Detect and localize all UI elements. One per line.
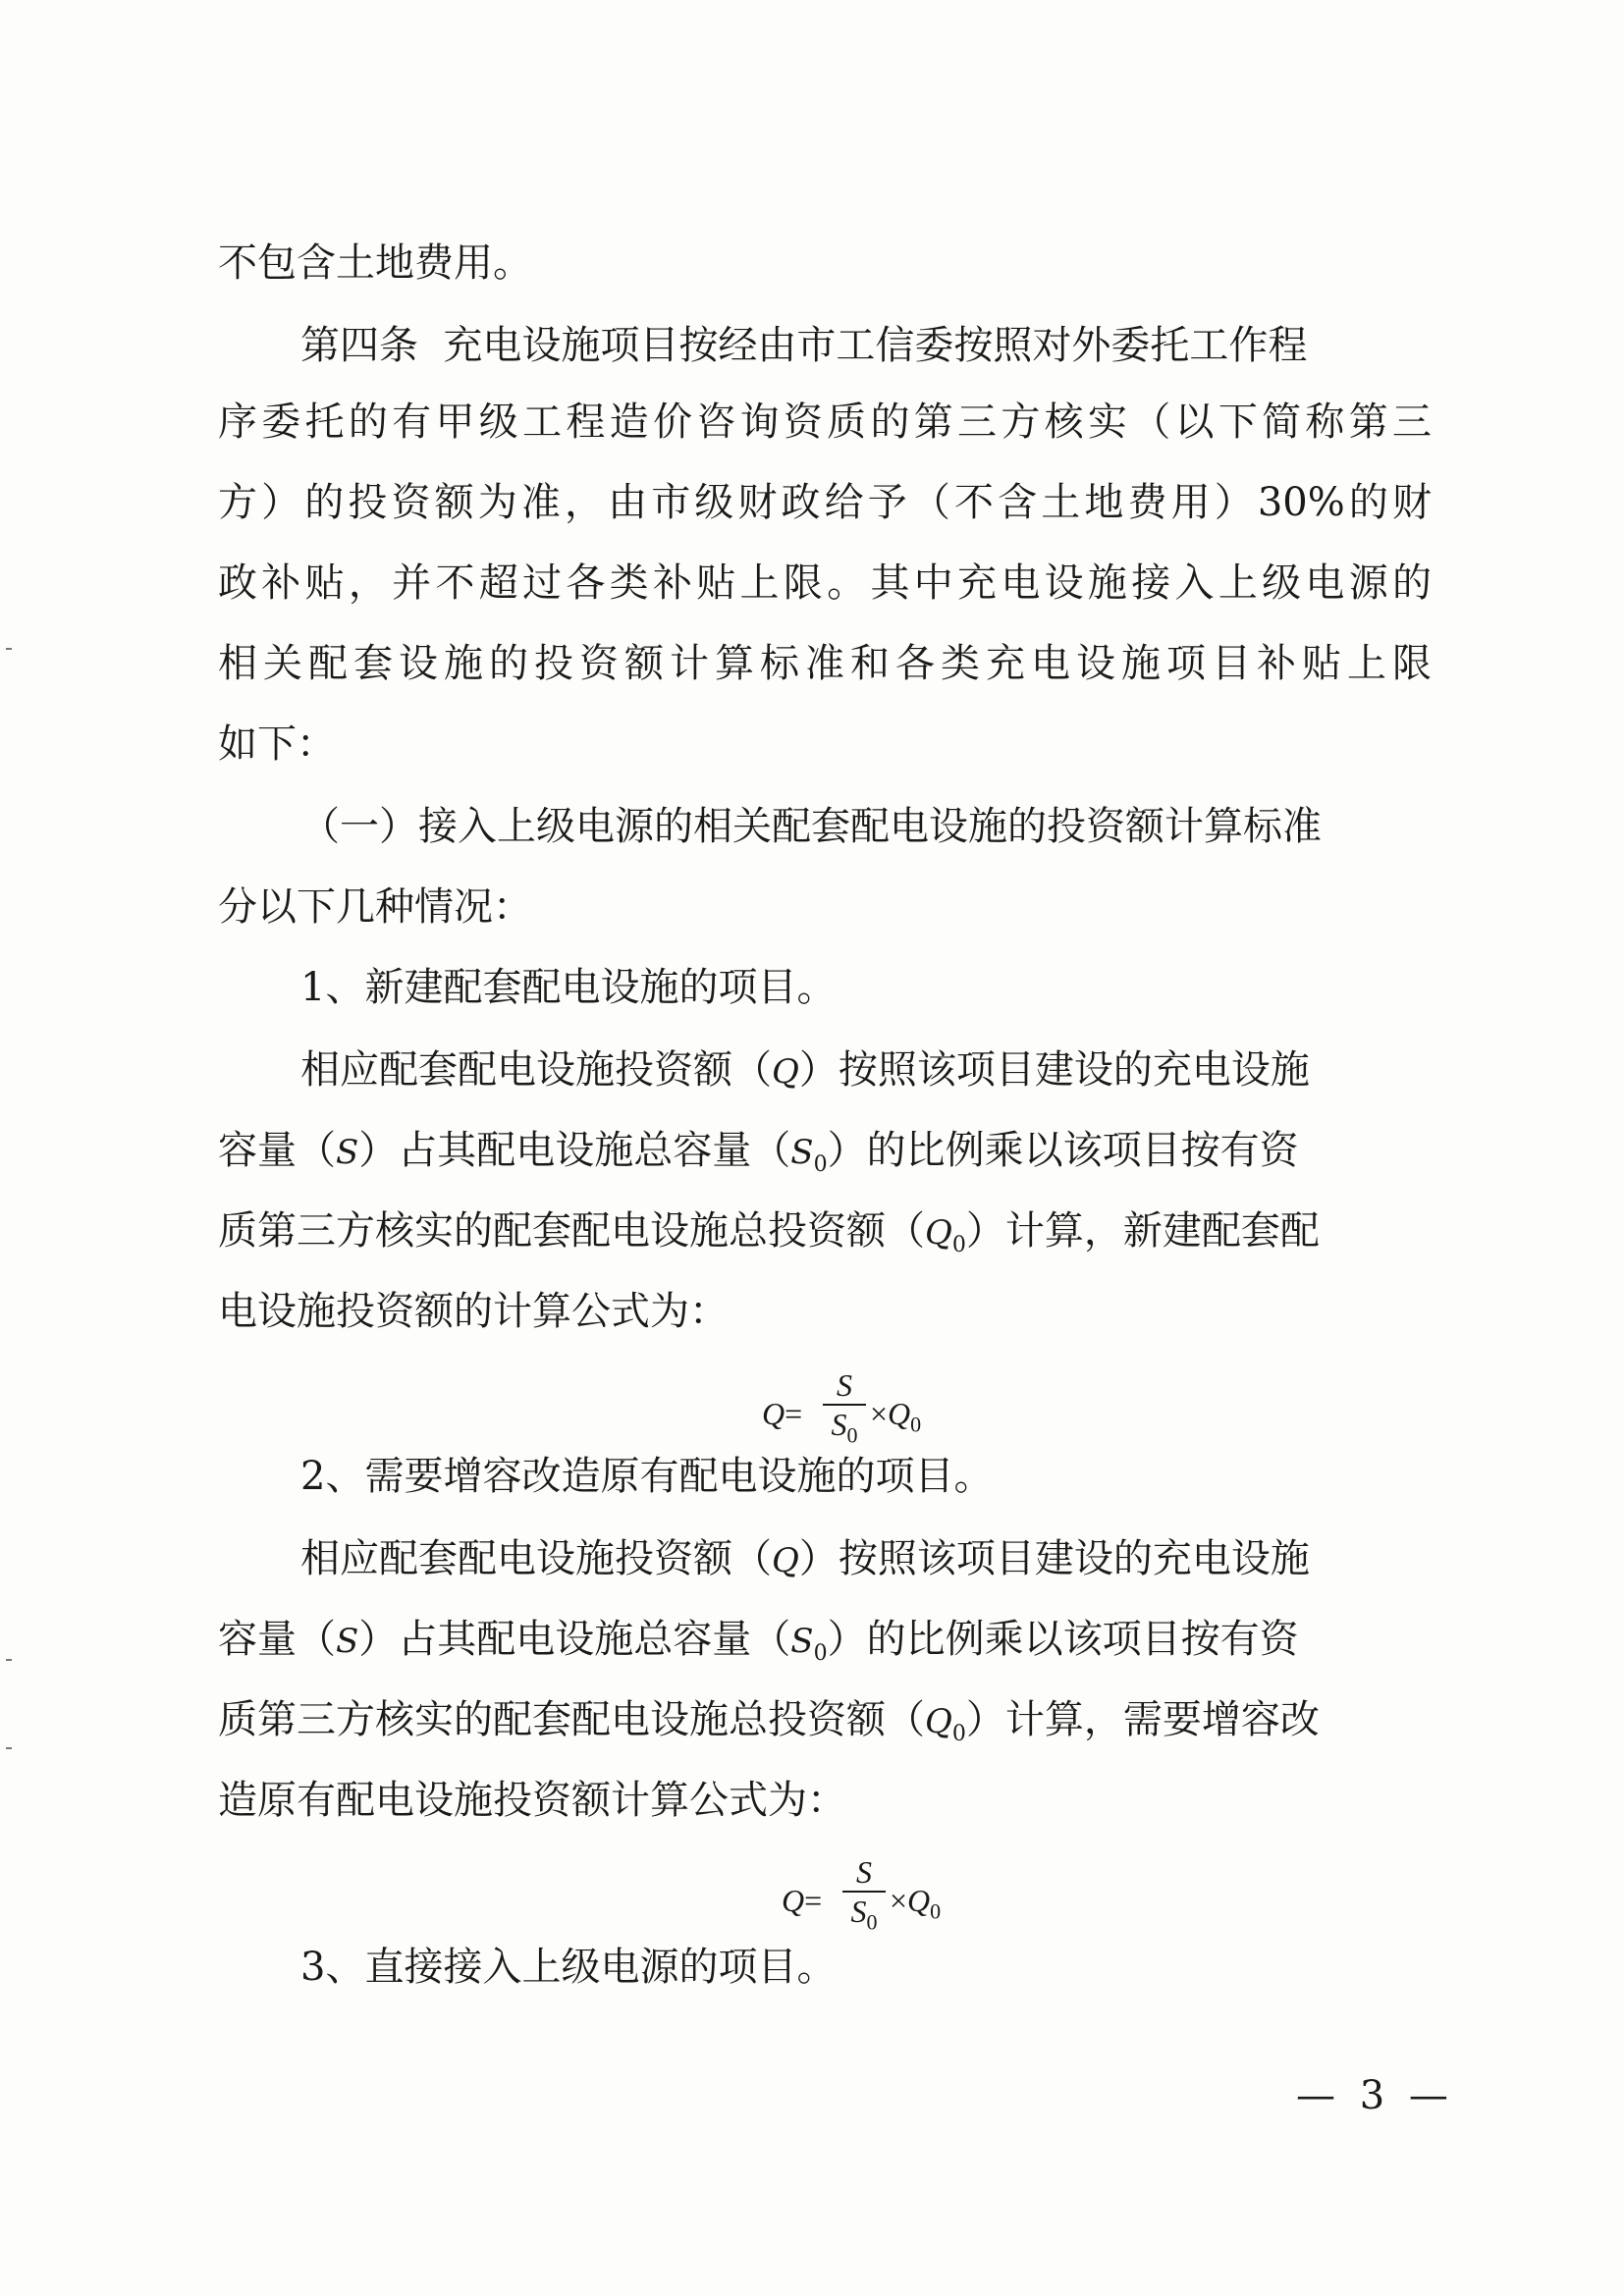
var-s0: $S_0$ bbox=[790, 1622, 828, 1666]
paragraph-line: 电设施投资额的计算公式为： bbox=[218, 1289, 729, 1334]
paragraph-line: 不包含土地费用。 bbox=[218, 240, 532, 286]
var-s: S bbox=[336, 1133, 359, 1172]
var-q: Q bbox=[772, 1052, 799, 1092]
var-s: S bbox=[336, 1622, 359, 1661]
paragraph-line: 方）的投资额为准，由市级财政给予（不含土地费用）30%的财 bbox=[218, 480, 1432, 525]
paragraph-line: 序委托的有甲级工程造价咨询资质的第三方核实（以下简称第三 bbox=[218, 400, 1432, 445]
scan-mark bbox=[6, 1747, 12, 1749]
item-heading-2: 2、需要增容改造原有配电设施的项目。 bbox=[300, 1454, 994, 1499]
page-number: — 3 — bbox=[1296, 2073, 1454, 2118]
paragraph-line: 如下： bbox=[218, 721, 336, 767]
formula-1: Q= S $S_0$ $\times Q_0$ bbox=[762, 1396, 802, 1432]
paragraph-line: 相应配套配电设施投资额（Q）按照该项目建设的充电设施 bbox=[300, 1536, 1310, 1581]
var-q0: $Q_0$ bbox=[925, 1702, 966, 1746]
article-heading-line: 第四条 充电设施项目按经由市工信委按照对外委托工作程 bbox=[300, 323, 1308, 368]
var-q0: $Q_0$ bbox=[925, 1213, 966, 1257]
formula-2: Q= S $S_0$ $\times Q_0$ bbox=[782, 1883, 822, 1919]
paragraph-line: 政补贴，并不超过各类补贴上限。其中充电设施接入上级电源的 bbox=[218, 561, 1432, 606]
paragraph-line: 相关配套设施的投资额计算标准和各类充电设施项目补贴上限 bbox=[218, 641, 1432, 686]
paragraph-line: 容量（S）占其配电设施总容量$(S_0)$的比例乘以该项目按有资 bbox=[218, 1617, 1299, 1666]
item-heading-1: 1、新建配套配电设施的项目。 bbox=[300, 965, 837, 1010]
var-q: Q bbox=[772, 1541, 799, 1580]
paragraph-line: 容量（S）占其配电设施总容量$(S_0)$的比例乘以该项目按有资 bbox=[218, 1128, 1299, 1177]
paragraph-line: 造原有配电设施投资额计算公式为： bbox=[218, 1778, 846, 1823]
scan-mark bbox=[6, 1659, 12, 1661]
var-s0: $S_0$ bbox=[790, 1133, 828, 1177]
item-heading-3: 3、直接接入上级电源的项目。 bbox=[300, 1945, 837, 1990]
paragraph-line: 质第三方核实的配套配电设施总投资额$(Q_0)$计算，新建配套配 bbox=[218, 1208, 1320, 1257]
fraction: S $S_0$ bbox=[823, 1368, 866, 1452]
paragraph-line: 相应配套配电设施投资额（Q）按照该项目建设的充电设施 bbox=[300, 1047, 1310, 1093]
paragraph-line: 质第三方核实的配套配电设施总投资额$(Q_0)$计算，需要增容改 bbox=[218, 1697, 1320, 1746]
section-heading-line: （一）接入上级电源的相关配套配电设施的投资额计算标准 bbox=[300, 804, 1322, 849]
scan-mark bbox=[6, 648, 12, 650]
fraction: S $S_0$ bbox=[842, 1855, 886, 1939]
paragraph-line: 分以下几种情况： bbox=[218, 884, 532, 930]
